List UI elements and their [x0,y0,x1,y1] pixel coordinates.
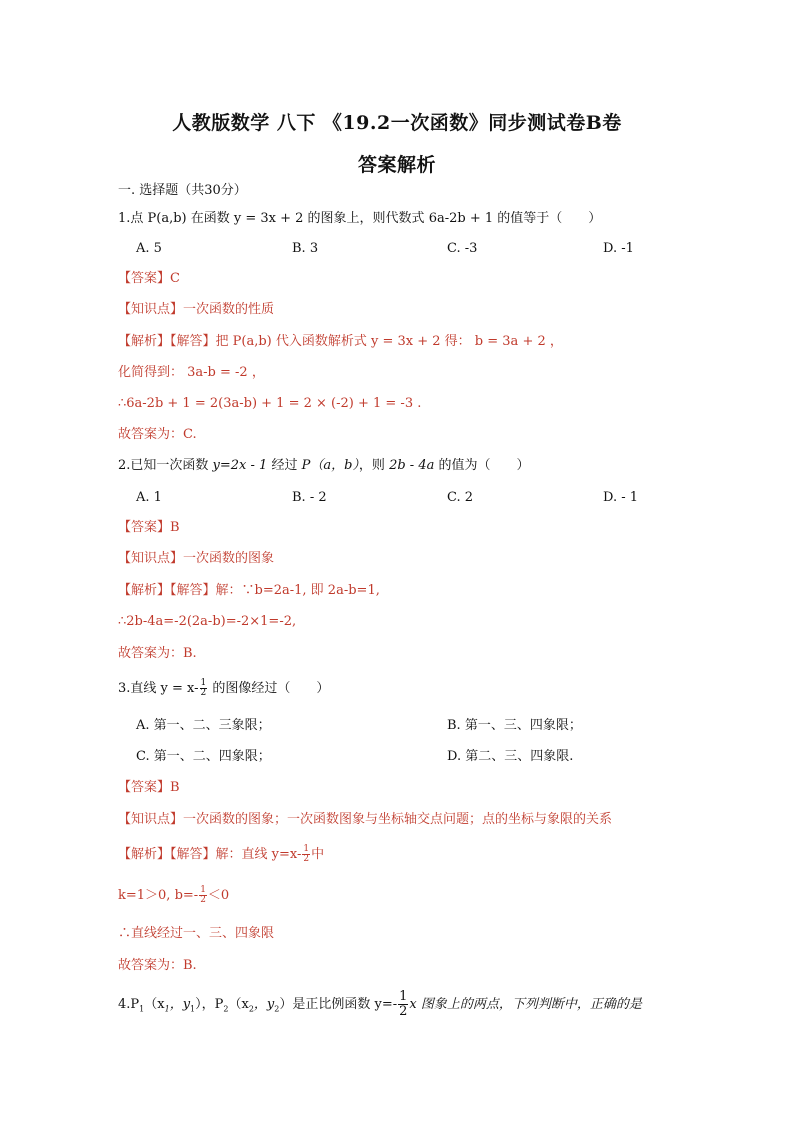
q2-exp1: 解：∵b=2a-1, 即 2a-b=1, [215,583,380,598]
q3-exp-fraction-1 [302,845,310,864]
q1-option-d: D. -1 [603,241,634,256]
q1-exp-line1 [118,333,563,351]
q2-option-c: C. 2 [447,490,474,505]
q3-fraction [200,679,208,698]
q3-kp-tag: 【知识点】 [118,812,184,827]
q2-stem-e: ，则 [358,458,390,473]
q4-p1: 4.P [118,997,140,1012]
q4-frac-den: 2 [399,1004,408,1019]
q3-option-b: B. 第一、三、四象限； [447,718,582,733]
q4-p2-end: ）是正比例函数 y=- [279,997,398,1012]
q2-stem [118,457,529,475]
q3-exp2b: ＜0 [207,888,230,903]
q2-answer: B [170,520,180,535]
q2-stem-g: 的值为（ ） [434,458,530,473]
q3-option-a: A. 第一、二、三象限； [136,718,271,733]
q3-exp-fraction-2 [199,886,207,905]
q1-kp-line [118,301,274,319]
q2-answer-tag: 【答案】 [118,520,171,535]
q3-exp-tag: 【解析】【解答】 [118,847,216,862]
q4-frac-num: 1 [399,989,408,1004]
q4-y2-sub: 2 [274,1004,280,1014]
q3-exp1a: 解：直线 y=x- [215,847,302,862]
q1-answer-tag: 【答案】 [118,271,171,286]
q3-exp2a: k=1＞0, b=- [118,888,199,903]
q3-exp-line3: ∴直线经过一、三、四象限 [118,926,275,941]
section-heading: 一. 选择题（共30分） [118,183,247,198]
q4-p1-coord: （x [144,997,165,1012]
q1-stem: 1.点 P(a,b) 在函数 y = 3x + 2 的图象上，则代数式 6a-2b + 1 的值等于（ ） [118,211,602,226]
q2-kp: 一次函数的图象 [183,551,275,566]
q3-kp: 一次函数的图象；一次函数图象与坐标轴交点问题；点的坐标与象限的关系 [183,812,613,827]
q3-exp1b: 中 [311,847,325,862]
q4-x1-sub: 1 [164,1004,170,1014]
q1-exp1: 把 P(a,b) 代入函数解析式 y = 3x + 2 得： b = 3a + 2 ， [215,334,563,349]
q2-option-d: D. - 1 [603,490,639,505]
q4-p2-mid: ，y [253,997,275,1012]
q3-frac-num: 1 [200,678,207,688]
q2-exp-tag: 【解析】【解答】 [118,583,216,598]
q1-kp: 一次函数的性质 [183,302,275,317]
q4-y1-sub: 1 [190,1004,196,1014]
q2-option-a: A. 1 [136,490,162,505]
q1-exp-line3: ∴6a-2b + 1 = 2(3a-b) + 1 = 2 × (-2) + 1 = -3 . [118,396,422,411]
q1-answer-line [118,270,180,288]
q2-final: 故答案为：B. [118,646,197,661]
q4-p2-sub: 2 [223,1004,229,1014]
q2-answer-line [118,519,180,537]
q2-option-b: B. - 2 [292,490,327,505]
q1-exp-line2: 化简得到： 3a-b = -2 ， [118,365,265,380]
q2-exp-line1 [118,582,380,600]
q4-p1-sub: 1 [139,1004,145,1014]
q3-exp-line2 [118,886,229,905]
q3-stem [118,679,329,698]
q4-p1-mid: ，y [169,997,191,1012]
q4-stem [118,990,642,1019]
q2-stem-c: 经过 [267,458,302,473]
q3-answer-tag: 【答案】 [118,780,171,795]
q3-stem-b: 的图像经过（ ） [208,681,330,696]
q1-final: 故答案为：C. [118,427,197,442]
q3-answer-line [118,779,180,797]
q4-p2-coord: （x [228,997,249,1012]
q4-fraction [398,990,408,1019]
q2-kp-line [118,550,274,568]
document-subtitle: 答案解析 [357,154,436,176]
q3-exp-frac2-den: 2 [200,895,206,905]
q1-option-b: B. 3 [292,241,319,256]
q3-kp-line [118,811,612,829]
q3-final: 故答案为：B. [118,958,197,973]
q1-option-c: C. -3 [447,241,478,256]
q3-option-c: C. 第一、二、四象限； [136,749,271,764]
q3-frac-den: 2 [200,688,207,698]
q3-exp-frac1-den: 2 [303,854,310,864]
q2-stem-b: y=2x - 1 [212,458,268,473]
q4-p1-end: ），P [195,997,224,1012]
q1-answer: C [170,271,180,286]
q3-exp-frac2-num: 1 [200,885,206,895]
q2-stem-f: 2b - 4a [389,458,435,473]
q3-answer: B [170,780,180,795]
q1-kp-tag: 【知识点】 [118,302,184,317]
q2-kp-tag: 【知识点】 [118,551,184,566]
q3-exp-line1 [118,845,324,864]
q4-tail: x 图象上的两点，下列判断中，正确的是 [409,997,642,1012]
q1-exp-tag: 【解析】【解答】 [118,334,216,349]
q3-stem-a: 3.直线 y = x- [118,681,199,696]
document-title: 人教版数学 八下 《19.2一次函数》同步测试卷B卷 [172,112,622,134]
q2-exp-line2: ∴2b-4a=-2(2a-b)=-2×1=-2, [118,614,297,629]
q3-exp-frac1-num: 1 [303,844,310,854]
q2-stem-d: P（a，b） [301,458,359,473]
q2-stem-a: 2.已知一次函数 [118,458,213,473]
q4-x2-sub: 2 [248,1004,254,1014]
q3-option-d: D. 第二、三、四象限. [447,749,574,764]
q1-option-a: A. 5 [136,241,162,256]
